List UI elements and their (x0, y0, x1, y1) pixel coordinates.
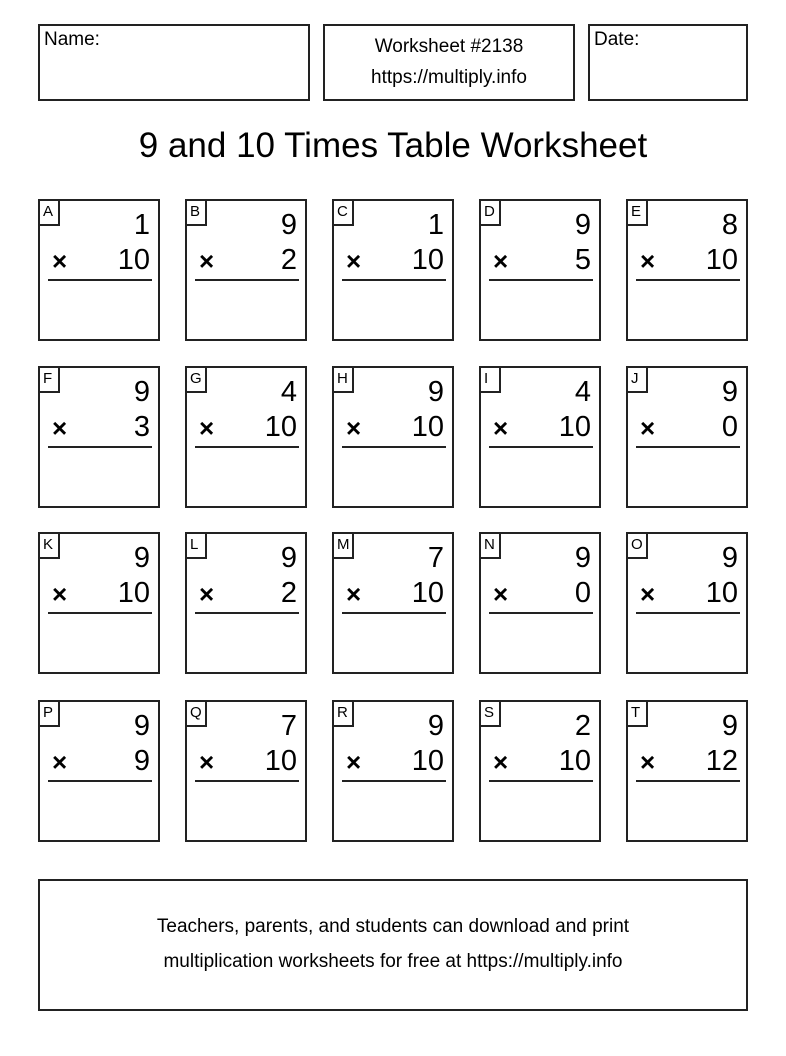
worksheet-info-box (323, 24, 575, 101)
problem-card[interactable] (185, 199, 307, 341)
times-icon: × (640, 246, 656, 276)
multiplicand: 9 (721, 376, 738, 408)
multiplicand: 9 (280, 542, 297, 574)
answer-line (48, 446, 152, 448)
problem-card[interactable] (38, 366, 160, 508)
problem-label: R (332, 700, 354, 727)
multiplicand: 9 (427, 710, 444, 742)
times-icon: × (199, 413, 215, 443)
problem-label: A (38, 199, 60, 226)
multiplicand: 4 (574, 376, 591, 408)
times-icon: × (640, 413, 656, 443)
multiplicand: 9 (574, 209, 591, 241)
times-icon: × (493, 747, 509, 777)
multiplier: 9 (133, 745, 150, 777)
problem-label: T (626, 700, 648, 727)
multiplier: 10 (558, 745, 591, 777)
multiplicand: 7 (280, 710, 297, 742)
worksheet-number: Worksheet #2138 (374, 36, 524, 57)
answer-line (195, 446, 299, 448)
multiplicand: 9 (574, 542, 591, 574)
problem-card[interactable] (332, 532, 454, 674)
times-icon: × (346, 579, 362, 609)
problem-card[interactable] (38, 199, 160, 341)
problem-card[interactable] (185, 366, 307, 508)
footer-box (38, 879, 748, 1011)
problem-card[interactable] (626, 199, 748, 341)
problem-label: B (185, 199, 207, 226)
multiplier: 5 (574, 244, 591, 276)
page-title: 9 and 10 Times Table Worksheet (138, 126, 648, 165)
answer-line (342, 780, 446, 782)
problem-label: Q (185, 700, 207, 727)
date-field[interactable] (588, 24, 748, 101)
problem-card[interactable] (38, 532, 160, 674)
footer-line-1: Teachers, parents, and students can download and print (156, 916, 630, 937)
times-icon: × (346, 413, 362, 443)
answer-line (195, 279, 299, 281)
problem-label: O (626, 532, 648, 559)
answer-line (342, 612, 446, 614)
multiplier: 2 (280, 244, 297, 276)
multiplicand: 9 (133, 376, 150, 408)
multiplicand: 9 (133, 710, 150, 742)
multiplier: 0 (574, 577, 591, 609)
multiplier: 0 (721, 411, 738, 443)
answer-line (636, 780, 740, 782)
problem-card[interactable] (38, 700, 160, 842)
problem-label: H (332, 366, 354, 393)
answer-line (48, 279, 152, 281)
times-icon: × (52, 246, 68, 276)
answer-line (489, 612, 593, 614)
footer-line-2: multiplication worksheets for free at https://multiply.info (163, 951, 623, 972)
multiplicand: 8 (721, 209, 738, 241)
multiplier: 3 (133, 411, 150, 443)
multiplier: 10 (411, 745, 444, 777)
problem-card[interactable] (626, 366, 748, 508)
times-icon: × (640, 579, 656, 609)
problem-label: K (38, 532, 60, 559)
problem-label: C (332, 199, 354, 226)
multiplicand: 2 (574, 710, 591, 742)
answer-line (489, 446, 593, 448)
multiplicand: 1 (427, 209, 444, 241)
answer-line (636, 279, 740, 281)
problem-label: J (626, 366, 648, 393)
problem-card[interactable] (479, 199, 601, 341)
times-icon: × (640, 747, 656, 777)
multiplier: 10 (705, 577, 738, 609)
times-icon: × (199, 747, 215, 777)
multiplier: 10 (705, 244, 738, 276)
multiplicand: 9 (721, 542, 738, 574)
multiplier: 10 (117, 244, 150, 276)
problem-label: L (185, 532, 207, 559)
answer-line (48, 780, 152, 782)
multiplicand: 4 (280, 376, 297, 408)
answer-line (195, 612, 299, 614)
multiplier: 10 (411, 244, 444, 276)
multiplicand: 1 (133, 209, 150, 241)
multiplicand: 9 (133, 542, 150, 574)
multiplier: 10 (117, 577, 150, 609)
problem-card[interactable] (332, 366, 454, 508)
multiplier: 10 (264, 745, 297, 777)
multiplier: 12 (705, 745, 738, 777)
multiplicand: 9 (280, 209, 297, 241)
multiplicand: 9 (721, 710, 738, 742)
problem-card[interactable] (479, 532, 601, 674)
multiplier: 10 (411, 577, 444, 609)
problem-card[interactable] (332, 199, 454, 341)
answer-line (48, 612, 152, 614)
problem-label: P (38, 700, 60, 727)
times-icon: × (493, 413, 509, 443)
answer-line (342, 279, 446, 281)
problem-label: F (38, 366, 60, 393)
problem-label: S (479, 700, 501, 727)
times-icon: × (346, 747, 362, 777)
problem-label: G (185, 366, 207, 393)
problem-card[interactable] (479, 366, 601, 508)
times-icon: × (199, 246, 215, 276)
problem-card[interactable] (185, 700, 307, 842)
problem-label: E (626, 199, 648, 226)
answer-line (489, 780, 593, 782)
times-icon: × (199, 579, 215, 609)
problem-label: N (479, 532, 501, 559)
times-icon: × (493, 579, 509, 609)
date-label: Date: (594, 29, 640, 50)
multiplier: 2 (280, 577, 297, 609)
times-icon: × (493, 246, 509, 276)
times-icon: × (52, 747, 68, 777)
problem-label: I (479, 366, 501, 393)
problem-card[interactable] (479, 700, 601, 842)
multiplicand: 9 (427, 376, 444, 408)
answer-line (195, 780, 299, 782)
problem-card[interactable] (626, 700, 748, 842)
problem-card[interactable] (626, 532, 748, 674)
problem-label: M (332, 532, 354, 559)
answer-line (489, 279, 593, 281)
answer-line (636, 612, 740, 614)
worksheet-url: https://multiply.info (371, 67, 527, 88)
answer-line (342, 446, 446, 448)
times-icon: × (52, 579, 68, 609)
problem-card[interactable] (332, 700, 454, 842)
times-icon: × (52, 413, 68, 443)
multiplier: 10 (558, 411, 591, 443)
problem-label: D (479, 199, 501, 226)
name-label: Name: (44, 29, 100, 50)
problem-card[interactable] (185, 532, 307, 674)
multiplicand: 7 (427, 542, 444, 574)
multiplier: 10 (411, 411, 444, 443)
multiplier: 10 (264, 411, 297, 443)
times-icon: × (346, 246, 362, 276)
name-field[interactable] (38, 24, 310, 101)
answer-line (636, 446, 740, 448)
